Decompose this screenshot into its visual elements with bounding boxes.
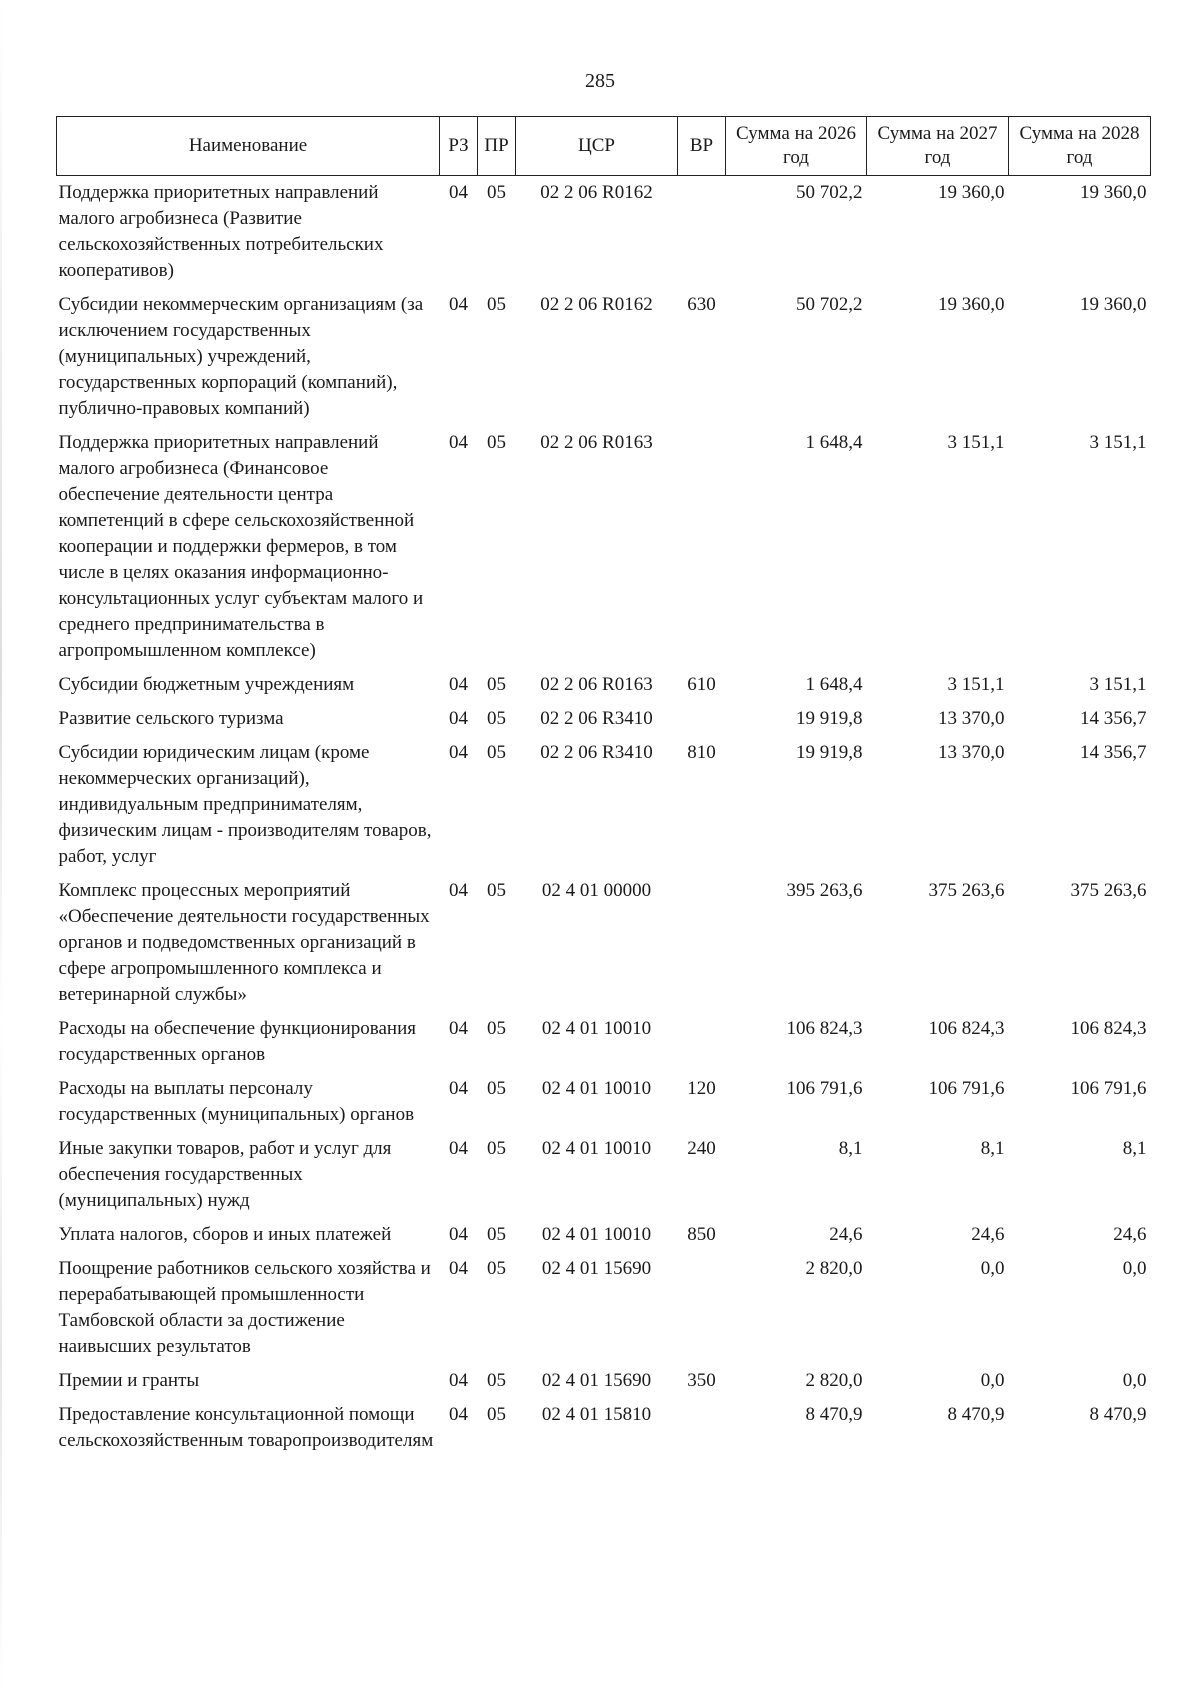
cell-rz: 04	[449, 1138, 468, 1159]
cell-csr: 02 4 01 10010	[541, 1224, 652, 1245]
cell-name: Развитие сельского туризма	[58, 708, 284, 729]
cell-vr	[678, 176, 726, 289]
cell-sum-2027: 375 263,6	[928, 880, 1005, 901]
cell-csr: 02 2 06 R3410	[540, 742, 653, 763]
cell-sum-2027: 3 151,1	[947, 432, 1005, 453]
cell-sum-2026: 106 791,6	[786, 1078, 863, 1099]
cell-vr: 240	[687, 1138, 716, 1159]
cell-sum-2026: 1 648,4	[805, 674, 863, 695]
cell-sum-2026: 1 648,4	[805, 432, 863, 453]
cell-vr: 810	[687, 742, 716, 763]
cell-sum-2028: 0,0	[1122, 1370, 1147, 1391]
cell-vr: 610	[687, 674, 716, 695]
cell-csr: 02 4 01 15810	[541, 1404, 652, 1425]
cell-sum-2028: 0,0	[1122, 1258, 1147, 1279]
header-sum-2028: Сумма на 2028 год	[1009, 117, 1151, 176]
cell-name: Премии и гранты	[58, 1370, 200, 1391]
cell-sum-2027: 19 360,0	[938, 294, 1005, 315]
cell-name: Поддержка приоритетных направлений малого агробизнеса (Финансовое обеспечение деятельности центра компетенций в сфере сельскохозяйственной кооперации и поддержки фермеров, в том числе в целях оказания информационно-консультационных услуг субъектам малого и среднего предпринимательства в агропромышленном комплексе)	[58, 432, 424, 661]
table-row	[57, 1364, 1151, 1398]
cell-sum-2028: 3 151,1	[1089, 432, 1147, 453]
cell-csr: 02 4 01 10010	[541, 1018, 652, 1039]
cell-name: Предоставление консультационной помощи сельскохозяйственным товаропроизводителям	[58, 1404, 434, 1451]
cell-sum-2026: 19 919,8	[796, 742, 863, 763]
table-row	[57, 176, 1151, 289]
cell-name: Субсидии юридическим лицам (кроме некоммерческих организаций), индивидуальным предпринимателям, физическим лицам - производителям товаров, работ, услуг	[58, 742, 432, 867]
cell-sum-2027: 19 360,0	[938, 182, 1005, 203]
cell-rz: 04	[449, 1370, 468, 1391]
cell-sum-2027: 3 151,1	[947, 674, 1005, 695]
cell-name: Поддержка приоритетных направлений малого агробизнеса (Развитие сельскохозяйственных потребительских кооперативов)	[58, 182, 384, 281]
cell-sum-2027: 106 791,6	[928, 1078, 1005, 1099]
cell-sum-2027: 13 370,0	[938, 708, 1005, 729]
header-csr: ЦСР	[516, 117, 678, 176]
cell-pr: 05	[487, 880, 506, 901]
cell-pr: 05	[487, 1258, 506, 1279]
cell-sum-2028: 8,1	[1122, 1138, 1147, 1159]
table-body	[57, 176, 1151, 1459]
cell-vr	[678, 874, 726, 1012]
header-sum-2026: Сумма на 2026 год	[726, 117, 867, 176]
cell-sum-2027: 106 824,3	[928, 1018, 1005, 1039]
cell-name: Субсидии бюджетным учреждениям	[58, 674, 355, 695]
cell-rz: 04	[449, 294, 468, 315]
cell-pr: 05	[487, 432, 506, 453]
table-header-row	[57, 117, 1151, 176]
cell-rz: 04	[449, 708, 468, 729]
cell-pr: 05	[487, 742, 506, 763]
table-row	[57, 1252, 1151, 1364]
cell-name: Иные закупки товаров, работ и услуг для обеспечения государственных (муниципальных) нужд	[58, 1138, 392, 1211]
budget-table	[56, 116, 1151, 1458]
cell-rz: 04	[449, 880, 468, 901]
cell-vr	[678, 426, 726, 668]
cell-csr: 02 4 01 15690	[541, 1370, 652, 1391]
cell-pr: 05	[487, 674, 506, 695]
cell-sum-2026: 2 820,0	[805, 1258, 863, 1279]
header-vr: ВР	[678, 117, 726, 176]
table-row	[57, 1072, 1151, 1132]
cell-sum-2026: 50 702,2	[796, 294, 863, 315]
cell-sum-2027: 8,1	[980, 1138, 1005, 1159]
cell-csr: 02 4 01 15690	[541, 1258, 652, 1279]
cell-csr: 02 2 06 R0163	[540, 432, 653, 453]
cell-sum-2028: 14 356,7	[1080, 742, 1147, 763]
cell-sum-2026: 50 702,2	[796, 182, 863, 203]
cell-pr: 05	[487, 1078, 506, 1099]
cell-sum-2026: 19 919,8	[796, 708, 863, 729]
cell-sum-2026: 24,6	[829, 1224, 863, 1245]
table-row	[57, 288, 1151, 426]
table-row	[57, 702, 1151, 736]
table-row	[57, 426, 1151, 668]
cell-sum-2028: 375 263,6	[1070, 880, 1147, 901]
cell-sum-2027: 0,0	[980, 1370, 1005, 1391]
cell-rz: 04	[449, 1018, 468, 1039]
cell-pr: 05	[487, 708, 506, 729]
cell-vr	[678, 702, 726, 736]
cell-rz: 04	[449, 674, 468, 695]
cell-rz: 04	[449, 432, 468, 453]
cell-csr: 02 2 06 R0162	[540, 294, 653, 315]
cell-sum-2027: 24,6	[971, 1224, 1005, 1245]
cell-vr: 120	[687, 1078, 716, 1099]
scan-edge	[0, 0, 2, 1697]
cell-vr	[678, 1398, 726, 1458]
cell-sum-2027: 0,0	[980, 1258, 1005, 1279]
cell-sum-2027: 8 470,9	[947, 1404, 1005, 1425]
cell-sum-2026: 2 820,0	[805, 1370, 863, 1391]
cell-csr: 02 2 06 R3410	[540, 708, 653, 729]
cell-sum-2026: 8,1	[838, 1138, 863, 1159]
cell-sum-2028: 3 151,1	[1089, 674, 1147, 695]
cell-csr: 02 4 01 10010	[541, 1138, 652, 1159]
table-row	[57, 1012, 1151, 1072]
cell-pr: 05	[487, 1138, 506, 1159]
cell-sum-2026: 106 824,3	[786, 1018, 863, 1039]
table-row	[57, 1132, 1151, 1218]
cell-vr	[678, 1252, 726, 1364]
cell-sum-2028: 24,6	[1113, 1224, 1147, 1245]
cell-sum-2026: 8 470,9	[805, 1404, 863, 1425]
table-row	[57, 736, 1151, 874]
table-row	[57, 1218, 1151, 1252]
cell-csr: 02 2 06 R0163	[540, 674, 653, 695]
cell-pr: 05	[487, 294, 506, 315]
header-pr: ПР	[478, 117, 516, 176]
table-row	[57, 1398, 1151, 1458]
cell-name: Поощрение работников сельского хозяйства и перерабатывающей промышленности Тамбовской области за достижение наивысших результатов	[58, 1258, 431, 1357]
cell-rz: 04	[449, 742, 468, 763]
cell-vr: 350	[687, 1370, 716, 1391]
cell-csr: 02 4 01 10010	[541, 1078, 652, 1099]
cell-sum-2028: 14 356,7	[1080, 708, 1147, 729]
cell-csr: 02 2 06 R0162	[540, 182, 653, 203]
cell-name: Уплата налогов, сборов и иных платежей	[58, 1224, 392, 1245]
cell-name: Расходы на обеспечение функционирования государственных органов	[58, 1018, 416, 1065]
cell-rz: 04	[449, 182, 468, 203]
table-row	[57, 874, 1151, 1012]
header-sum-2027: Сумма на 2027 год	[867, 117, 1009, 176]
cell-vr	[678, 1012, 726, 1072]
header-rz: РЗ	[440, 117, 478, 176]
cell-pr: 05	[487, 1404, 506, 1425]
cell-pr: 05	[487, 182, 506, 203]
cell-name: Комплекс процессных мероприятий «Обеспечение деятельности государственных органов и подведомственных организаций в сфере агропромышленного комплекса и ветеринарной службы»	[58, 880, 430, 1005]
cell-pr: 05	[487, 1224, 506, 1245]
cell-rz: 04	[449, 1078, 468, 1099]
cell-pr: 05	[487, 1018, 506, 1039]
table-row	[57, 668, 1151, 702]
cell-name: Субсидии некоммерческим организациям (за исключением государственных (муниципальных) учреждений, государственных корпораций (компаний), публично-правовых компаний)	[58, 294, 424, 419]
cell-pr: 05	[487, 1370, 506, 1391]
page-number: 285	[585, 70, 615, 92]
cell-sum-2027: 13 370,0	[938, 742, 1005, 763]
cell-name: Расходы на выплаты персоналу государственных (муниципальных) органов	[58, 1078, 415, 1125]
cell-vr: 630	[687, 294, 716, 315]
cell-csr: 02 4 01 00000	[541, 880, 652, 901]
cell-sum-2028: 19 360,0	[1080, 294, 1147, 315]
cell-sum-2028: 8 470,9	[1089, 1404, 1147, 1425]
cell-sum-2026: 395 263,6	[786, 880, 863, 901]
header-name: Наименование	[57, 117, 440, 176]
cell-vr: 850	[687, 1224, 716, 1245]
cell-sum-2028: 106 791,6	[1070, 1078, 1147, 1099]
cell-rz: 04	[449, 1404, 468, 1425]
cell-rz: 04	[449, 1224, 468, 1245]
cell-sum-2028: 106 824,3	[1070, 1018, 1147, 1039]
cell-rz: 04	[449, 1258, 468, 1279]
cell-sum-2028: 19 360,0	[1080, 182, 1147, 203]
